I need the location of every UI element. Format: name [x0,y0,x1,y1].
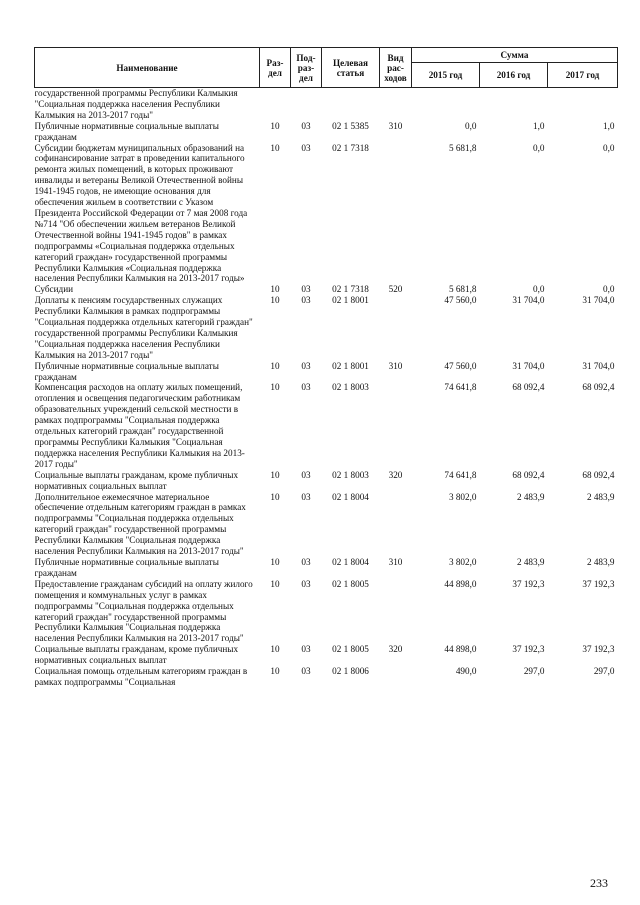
cell-vid [380,579,412,644]
table-row [35,470,618,492]
cell-2017: 2 483,9 [586,556,615,567]
cell-2015: 0,0 [465,120,477,131]
cell-podrazdel: 03 [301,360,311,371]
budget-table [34,47,618,688]
cell-razdel: 10 [270,578,280,589]
header-year-2015: 2015 год [412,63,480,88]
cell-2016: 37 192,3 [512,578,545,589]
cell-2015 [412,88,480,121]
table-header [35,48,618,88]
cell-name: Социальные выплаты гражданам, кроме публичных нормативных социальных выплат [34,644,239,666]
cell-2016: 0,0 [533,284,545,295]
cell-vid [380,88,412,121]
cell-2016: 0,0 [533,142,545,153]
cell-2015: 44 898,0 [444,578,477,589]
header-vid [380,48,412,88]
cell-2017: 0,0 [603,284,615,295]
cell-target: 02 1 8001 [332,295,369,306]
cell-2015: 44 898,0 [444,644,477,655]
header-razdel [260,48,291,88]
cell-2017: 37 192,3 [582,578,615,589]
cell-razdel: 10 [270,469,280,480]
header-target-text: Целевая статья [333,57,368,78]
cell-name: Компенсация расходов на оплату жилых помещений, отопления и освещения педагогическим работникам образовательных учреждений сельской местности в рамках подпрограммы "Социальная поддержка отдельных категорий граждан" государственной программы Республики Калмыкия "Социальная поддержка населения Республики Калмыкия на 2013-2017 годы" [34,382,245,469]
cell-razdel: 10 [270,556,280,567]
cell-podrazdel: 03 [301,120,311,131]
cell-2015: 490,0 [455,666,477,677]
cell-2015: 5 681,8 [448,284,477,295]
cell-2015: 3 802,0 [448,556,477,567]
header-podrazdel-text: Под- раз- дел [296,52,316,83]
cell-podrazdel: 03 [301,556,311,567]
cell-razdel: 10 [270,295,280,306]
cell-2015: 47 560,0 [444,295,477,306]
table-row [35,361,618,383]
header-year-2016: 2016 год [480,63,548,88]
cell-podrazdel: 03 [301,382,311,393]
cell-target: 02 1 5385 [332,120,369,131]
cell-name: Доплаты к пенсиям государственных служащих Республики Калмыкия в рамках подпрограммы "Социальная поддержка отдельных категорий граждан" государственной программы Республики Калмыкия "Социальная поддержка населения Республики Калмыкия на 2013-2017 годы" [34,295,253,360]
table-row [35,579,618,644]
budget-table-page [34,47,617,688]
cell-2017: 68 092,4 [582,382,615,393]
header-year-2017: 2017 год [548,63,618,88]
table-row [35,295,618,360]
cell-vid: 320 [388,469,403,480]
cell-2017: 37 192,3 [582,644,615,655]
cell-2017: 1,0 [603,120,615,131]
table-row [35,382,618,469]
table-row [35,644,618,666]
cell-podrazdel: 03 [301,469,311,480]
cell-2016: 2 483,9 [516,556,545,567]
cell-name: государственной программы Республики Калмыкия "Социальная поддержка населения Республики Калмыкия на 2013-2017 годы" [34,88,238,120]
cell-target: 02 1 8001 [332,360,369,371]
cell-2016: 68 092,4 [512,469,545,480]
table-row [35,492,618,557]
cell-2017 [548,88,618,121]
cell-name: Публичные нормативные социальные выплаты гражданам [34,556,219,578]
cell-name: Предоставление гражданам субсидий на оплату жилого помещения и коммунальных услуг в рамках подпрограммы "Социальная поддержка отдельных категорий граждан" государственной программы Республики Калмыкия "Социальная поддержка населения Республики Калмыкия на 2013-2017 годы" [34,578,253,644]
cell-2017: 0,0 [603,142,615,153]
cell-vid: 310 [388,120,403,131]
cell-name: Дополнительное ежемесячное материальное обеспечение отдельным категориям граждан в рамках подпрограммы "Социальная поддержка отдельных категорий граждан" государственной программы Республики Калмыкия "Социальная поддержка населения Республики Калмыкия на 2013-2017 годы" [34,491,246,557]
cell-2017: 31 704,0 [582,360,615,371]
table-row [35,557,618,579]
cell-target: 02 1 8005 [332,578,369,589]
cell-razdel: 10 [270,666,280,677]
cell-razdel: 10 [270,120,280,131]
table-row [35,88,618,121]
cell-razdel: 10 [270,382,280,393]
cell-razdel: 10 [270,360,280,371]
cell-vid: 520 [388,284,403,295]
cell-2016 [480,88,548,121]
cell-target: 02 1 8004 [332,556,369,567]
cell-2016: 68 092,4 [512,382,545,393]
cell-vid: 310 [388,360,403,371]
header-sum: Сумма [412,48,618,63]
cell-vid [380,143,412,285]
cell-2016: 297,0 [523,666,545,677]
cell-target: 02 1 8005 [332,644,369,655]
cell-2017: 31 704,0 [582,295,615,306]
table-body [35,88,618,688]
cell-podrazdel [291,88,322,121]
cell-podrazdel: 03 [301,142,311,153]
cell-podrazdel: 03 [301,578,311,589]
cell-2017: 297,0 [593,666,615,677]
cell-name: Социальная помощь отдельным категориям граждан в рамках подпрограммы "Социальная [34,666,248,687]
cell-vid [380,666,412,688]
cell-razdel: 10 [270,284,280,295]
cell-2015: 74 641,8 [444,382,477,393]
header-name: Наименование [35,48,260,88]
cell-2015: 3 802,0 [448,491,477,502]
cell-2016: 1,0 [533,120,545,131]
cell-vid [380,382,412,469]
cell-name: Публичные нормативные социальные выплаты гражданам [34,120,219,142]
header-podrazdel [291,48,322,88]
cell-target: 02 1 8004 [332,491,369,502]
header-vid-text: Вид рас- ходов [384,52,407,83]
cell-vid [380,295,412,360]
page-number: 233 [590,876,608,890]
cell-podrazdel: 03 [301,491,311,502]
cell-name: Социальные выплаты гражданам, кроме публичных нормативных социальных выплат [34,469,239,491]
cell-2017: 2 483,9 [586,491,615,502]
cell-2015: 5 681,8 [448,142,477,153]
cell-target: 02 1 8003 [332,382,369,393]
cell-razdel: 10 [270,491,280,502]
cell-2016: 37 192,3 [512,644,545,655]
cell-name: Публичные нормативные социальные выплаты гражданам [34,360,219,382]
cell-2016: 2 483,9 [516,491,545,502]
cell-2017: 68 092,4 [582,469,615,480]
cell-target: 02 1 7318 [332,284,369,295]
cell-podrazdel: 03 [301,666,311,677]
table-row [35,143,618,285]
cell-name: Субсидии бюджетам муниципальных образований на софинансирование затрат в проведении капитального ремонта жилых помещений, в которых проживают инвалиды и ветераны Великой Отечественной войны 1941-1945 годов, не имеющие основания для обеспечения жильем в соответствии с Указом Президента Российской Федерации от 7 мая 2008 года №714 "Об обеспечении жильем ветеранов Великой Отечественной войны 1941-1945 годов" в рамках подпрограммы «Социальная поддержка отдельных категорий граждан» государственной программы Республики Калмыкия «Социальная поддержка населения Республики Калмыкия на 2013-2017 годы» [34,142,248,284]
cell-vid: 320 [388,644,403,655]
cell-podrazdel: 03 [301,295,311,306]
cell-vid: 310 [388,556,403,567]
cell-podrazdel: 03 [301,644,311,655]
cell-razdel [260,88,291,121]
cell-target [322,88,380,121]
cell-2015: 74 641,8 [444,469,477,480]
table-row [35,666,618,688]
cell-name: Субсидии [34,284,74,295]
cell-vid [380,492,412,557]
table-row [35,121,618,143]
header-razdel-text: Раз- дел [266,57,284,78]
cell-2016: 31 704,0 [512,295,545,306]
cell-2016: 31 704,0 [512,360,545,371]
header-target [322,48,380,88]
cell-razdel: 10 [270,142,280,153]
cell-target: 02 1 7318 [332,142,369,153]
cell-target: 02 1 8003 [332,469,369,480]
cell-target: 02 1 8006 [332,666,369,677]
cell-2015: 47 560,0 [444,360,477,371]
table-row [35,284,618,295]
cell-podrazdel: 03 [301,284,311,295]
cell-razdel: 10 [270,644,280,655]
